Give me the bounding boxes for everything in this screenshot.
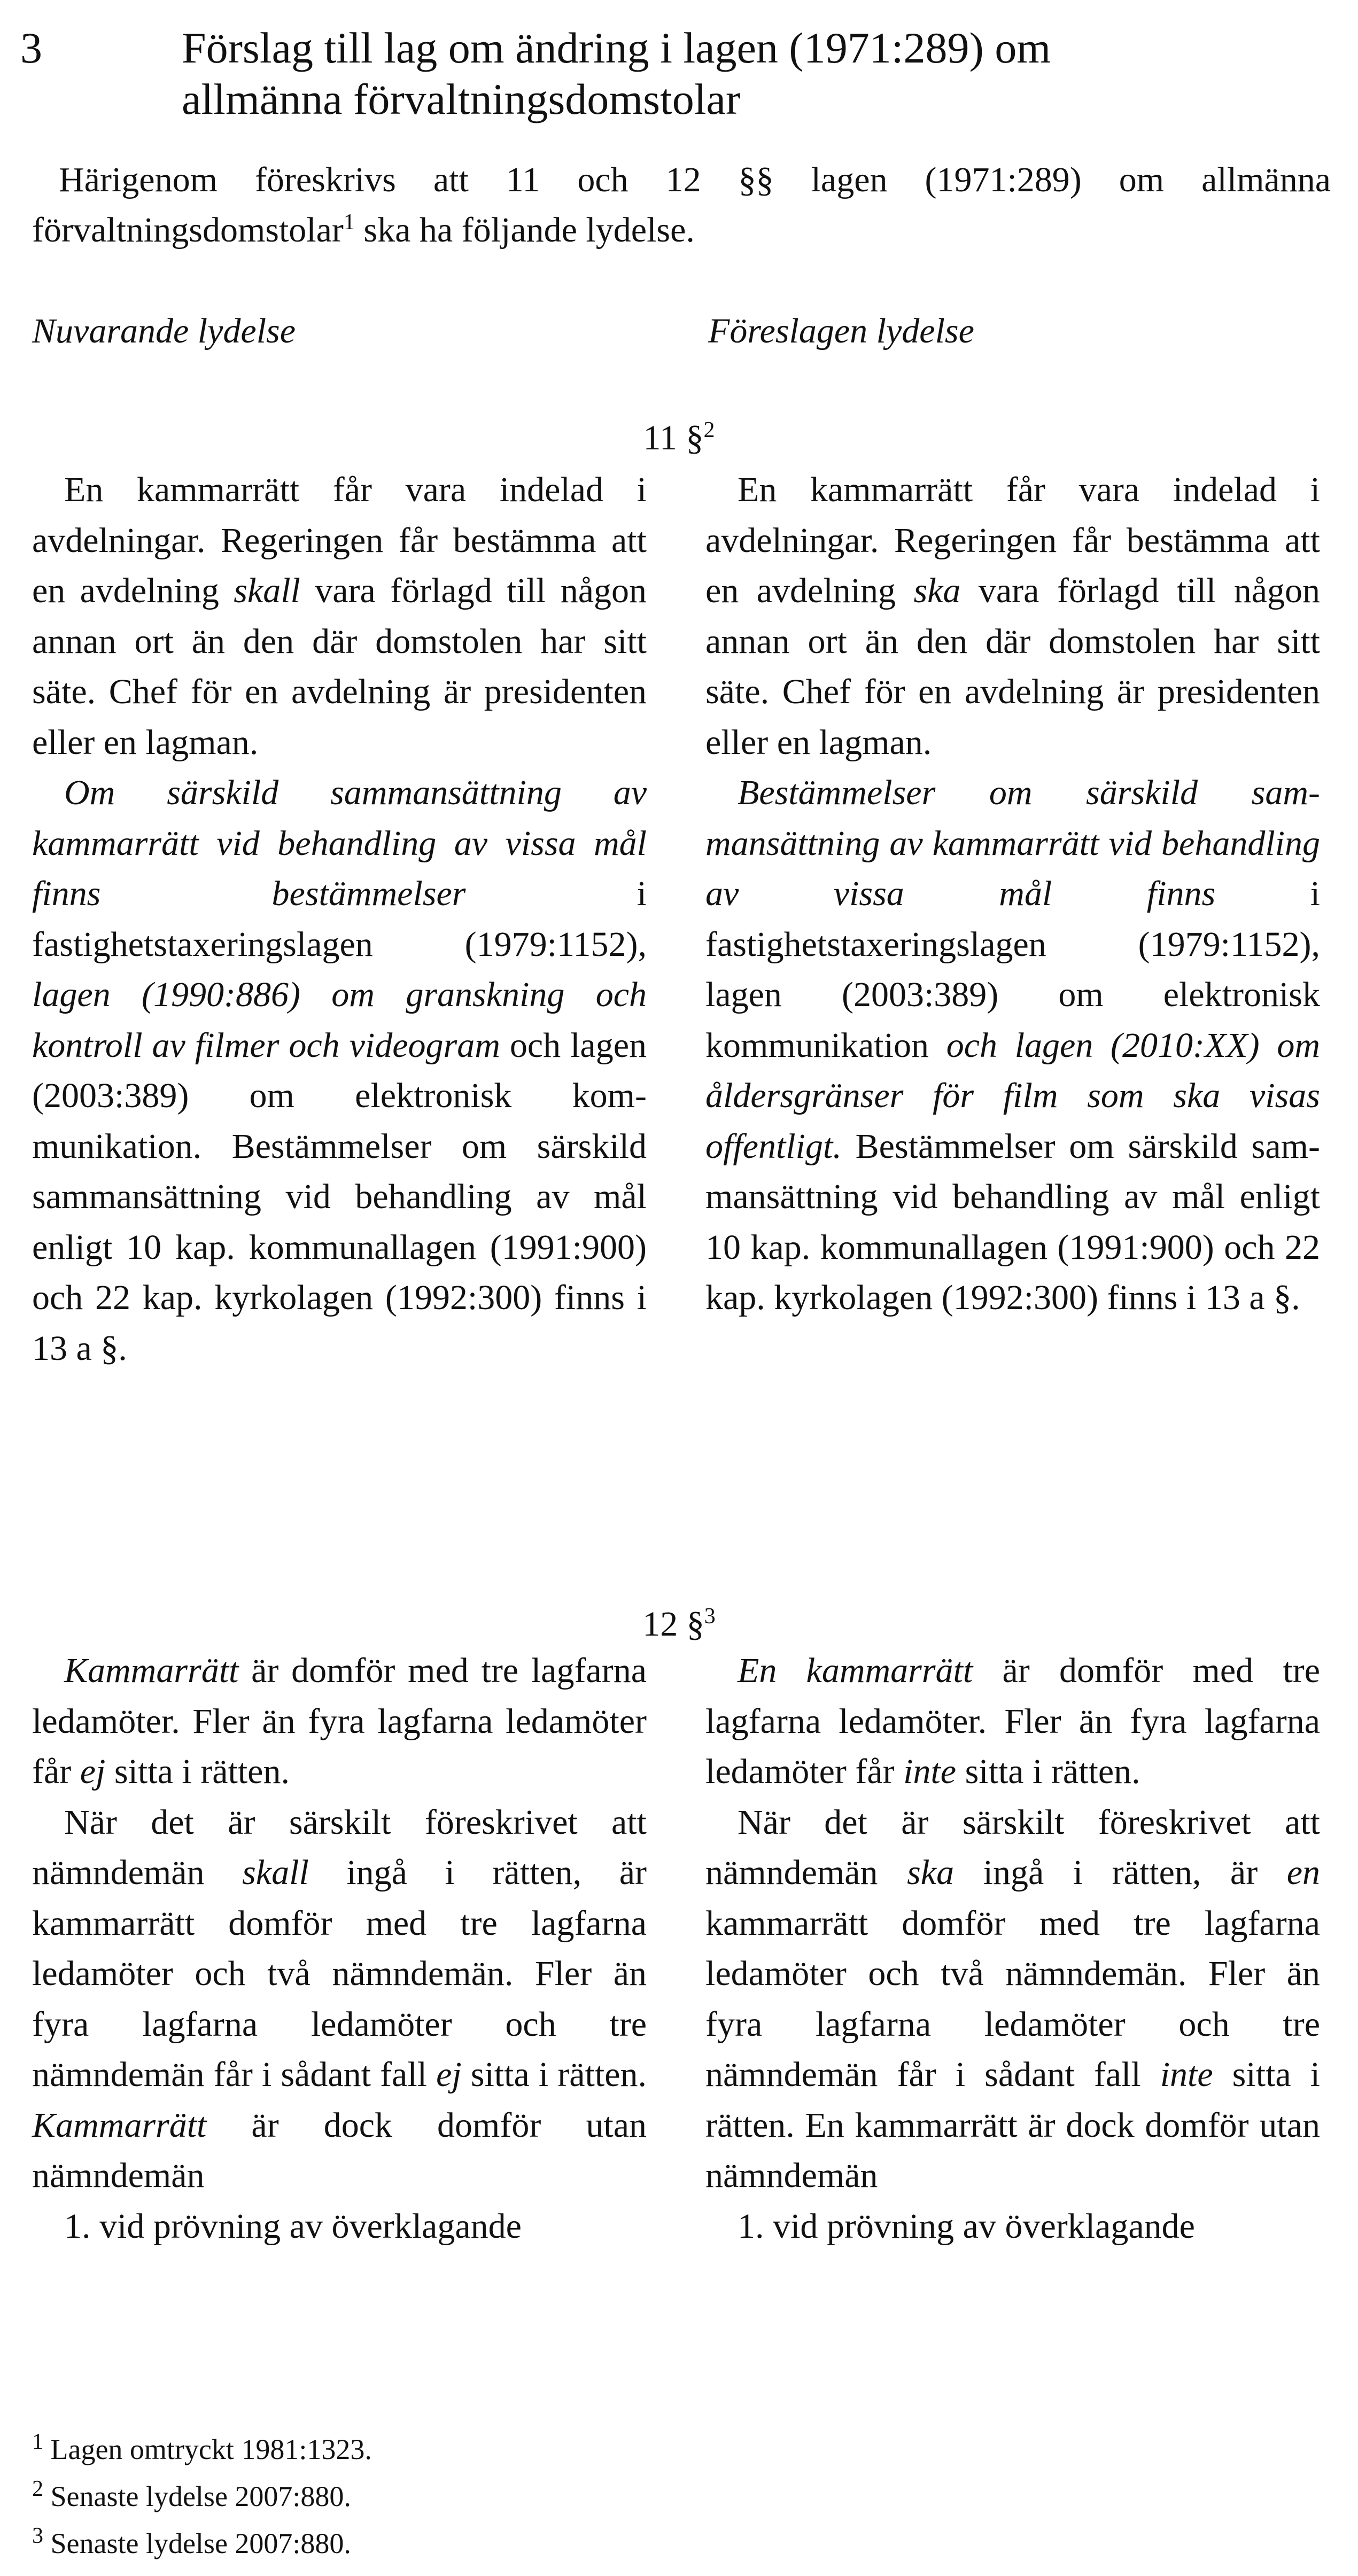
text-run-italic: ej (436, 2055, 462, 2094)
paragraph (32, 2201, 647, 2252)
proposal-number: 3 (20, 24, 42, 72)
footnote-2 (32, 2473, 372, 2520)
text-run-italic: en (1286, 1853, 1320, 1892)
text-run-italic: ej (80, 1752, 106, 1791)
text-run-italic: Bestämmelser om särskild sammansättning av kammarrätt vid behandling av vissa mål finns (705, 773, 1320, 913)
title-line-1: Förslag till lag om ändring i lagen (1971:289) om (182, 24, 1051, 72)
section-label-text: 11 § (643, 418, 704, 457)
text-run-italic: lagen (1990:886) om granskning och kontroll av filmer och videogram (32, 975, 647, 1065)
section-label-text: 12 § (642, 1605, 704, 1644)
text-run: sitta i rätten. (105, 1752, 290, 1791)
section-11-label (0, 417, 1358, 460)
footnotes (32, 2426, 372, 2567)
paragraph (705, 2201, 1320, 2252)
title-line-2: allmänna förvaltningsdomstolar (182, 75, 741, 123)
text-run-italic: En kammarrätt (738, 1651, 973, 1690)
text-run: ingå i rätten, är (954, 1853, 1287, 1892)
text-run-italic: ska (907, 1853, 955, 1892)
left-column-heading: Nuvarande lydelse (32, 312, 296, 351)
footnote-text: Senaste lydelse 2007:880. (50, 2527, 351, 2559)
footnote-number: 3 (32, 2524, 43, 2548)
text-run-italic: inte (1160, 2055, 1213, 2094)
paragraph (705, 465, 1320, 768)
text-run-italic: och lagen (2010:XX) om åldersgränser för film som ska visas offentligt. (705, 1025, 1321, 1166)
text-run-italic: skall (234, 571, 300, 610)
text-run-italic: skall (242, 1853, 309, 1892)
footnote-number: 1 (32, 2430, 43, 2454)
text-run: är domför med tre lagfarna ledamöter. Fler än fyra lagfarna ledamöter får (32, 1651, 647, 1791)
section-11-proposed-text (705, 465, 1320, 1324)
paragraph (32, 1646, 647, 1797)
text-run: är domför med tre lagfarna ledamöter. Fler än fyra lagfarna ledamöter får (705, 1651, 1321, 1791)
text-run: är dock domför utan nämndemän (32, 2105, 647, 2195)
footnote-ref-3: 3 (704, 1604, 716, 1629)
paragraph (32, 465, 647, 768)
footnote-3 (32, 2520, 372, 2567)
text-run-italic: Om särskild sammansättning av kammarrätt vid behandling av vissa mål finns bestämmelser (32, 773, 647, 913)
text-run: När det är särskilt föreskrivet att nämndemän (705, 1802, 1320, 1892)
intro-paragraph (32, 155, 1331, 255)
footnote-text: Lagen omtryckt 1981:1323. (50, 2433, 372, 2465)
paragraph (32, 768, 647, 1374)
text-run: En kammarrätt får vara indelad i avdelningar. Regeringen får bestämma att en avdelning (705, 470, 1320, 610)
text-run: i fastighetstaxeringslagen (1979:1152), lagen (2003:389) om elektronisk kommunikation (705, 874, 1320, 1065)
paragraph (705, 768, 1320, 1324)
paragraph (705, 1646, 1320, 1797)
text-run: i fastighetstaxeringslagen (1979:1152), (32, 874, 647, 964)
text-run: ingå i rätten, är kammarrätt domför med tre lagfarna ledamöter och två nämndemän. Fler än fyra lagfarna ledamöter och tre nämndemän får i sådant fall (32, 1853, 647, 2094)
text-run: och lagen (2003:389) om elektronisk kommunikation. Bestämmelser om särskild sammansättning vid behandling av mål enligt 10 kap. kommunallagen (1991:900) och 22 kap. kyrkolagen (1992:300) finns i 13 a §. (32, 1025, 647, 1368)
footnote-number: 2 (32, 2477, 43, 2501)
text-run: En kammarrätt får vara indelad i avdelningar. Regeringen får bestämma att en avdelning (32, 470, 647, 610)
text-run: När det är särskilt föreskrivet att nämndemän (32, 1802, 647, 1892)
intro-text: Härigenom föreskrivs att 11 och 12 §§ lagen (1971:289) om allmänna förvaltningsdomstolar (32, 160, 1331, 250)
text-run-italic: ska (913, 571, 961, 610)
text-run: Bestämmelser om särskild sammansättning vid behandling av mål enligt 10 kap. kommunallagen (1991:900) och 22 kap. kyrkolagen (1992:300) finns i 13 a §. (705, 1126, 1320, 1317)
footnote-1 (32, 2426, 372, 2473)
section-11-current-text (32, 465, 647, 1374)
text-run: kammarrätt domför med tre lagfarna ledamöter och två nämndemän. Fler än fyra lagfarna ledamöter och tre nämndemän får i sådant fall (705, 1903, 1320, 2094)
right-column-heading: Föreslagen lydelse (708, 312, 974, 351)
text-run: 1. vid prövning av överklagande (738, 2206, 1195, 2246)
text-run: vara förlagd till någon annan ort än den där domstolen har sitt säte. Chef för en avdelning är presidenten eller en lagman. (32, 571, 647, 762)
text-run-italic: Kammarrätt (32, 2105, 207, 2145)
section-12-current-text (32, 1646, 647, 2252)
text-run: sitta i rätten. (461, 2055, 647, 2094)
paragraph (32, 1797, 647, 2201)
footnote-ref-1: 1 (343, 210, 355, 235)
section-12-label (0, 1603, 1358, 1646)
paragraph (705, 1797, 1320, 2201)
section-12-proposed-text (705, 1646, 1320, 2252)
footnote-ref-2: 2 (703, 418, 715, 442)
intro-text-end: ska ha följande lydelse. (354, 211, 695, 250)
proposal-title (182, 22, 1331, 125)
text-run: vara förlagd till någon annan ort än den där domstolen har sitt säte. Chef för en avdelning är presidenten eller en lagman. (705, 571, 1321, 762)
text-run-italic: Kammarrätt (64, 1651, 239, 1690)
text-run: sitta i rätten. En kammarrätt är dock domför utan nämndemän (705, 2055, 1320, 2195)
text-run: sitta i rätten. (956, 1752, 1140, 1791)
footnote-text: Senaste lydelse 2007:880. (50, 2480, 351, 2512)
text-run: 1. vid prövning av överklagande (64, 2206, 522, 2246)
text-run-italic: inte (903, 1752, 957, 1791)
